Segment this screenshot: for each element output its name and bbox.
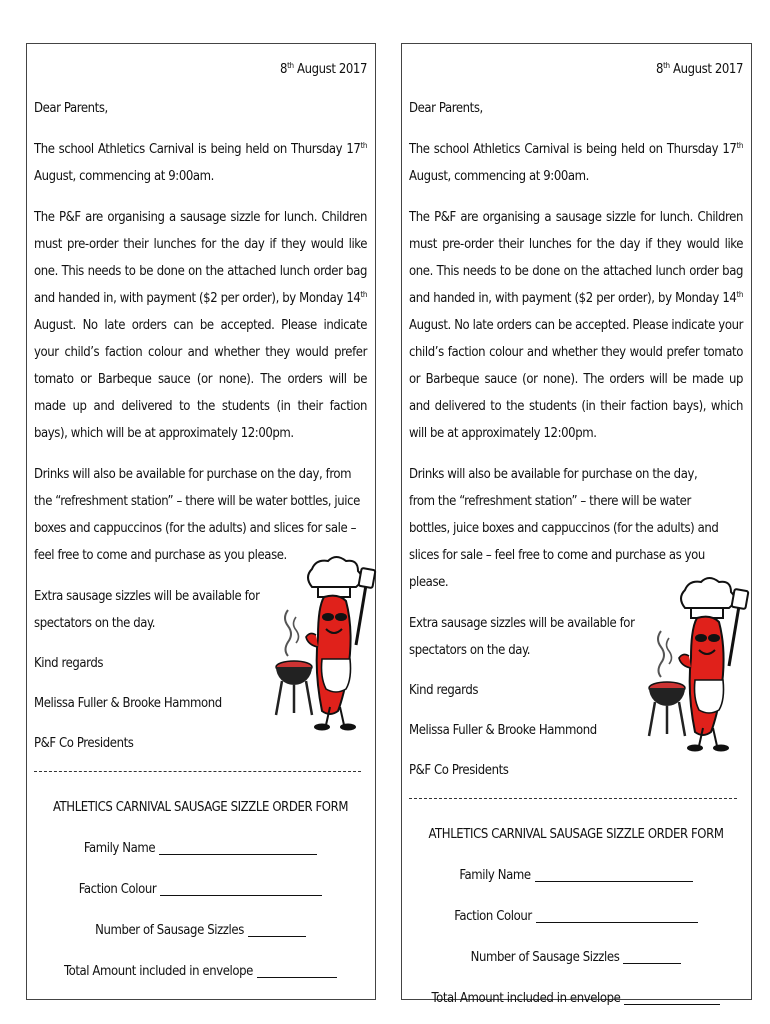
greeting: Dear Parents, (34, 101, 108, 116)
sausage-chef-bbq-icon (274, 555, 379, 750)
faction-colour-row (34, 876, 367, 903)
family-name-field[interactable] (159, 840, 317, 855)
notice-left (26, 43, 376, 1000)
number-field[interactable] (623, 949, 681, 964)
cut-line (34, 771, 361, 772)
total-field[interactable] (624, 990, 720, 1005)
number-row (409, 944, 743, 971)
paragraph-carnival: The school Athletics Carnival is being held on Thursday 17th August, commencing at 9:00am. (409, 141, 743, 184)
notice-right (401, 43, 752, 1006)
paragraph-drinks: Drinks will also be available for purchase on the day, from the “refreshment station” – there will be water bottles, juice boxes and cappuccinos (for the adults) and slices for sale – feel free to come and purchase as you please. (34, 467, 360, 563)
signers: Melissa Fuller & Brooke Hammond (34, 696, 222, 711)
paragraph-sausage-sizzle: The P&F are organising a sausage sizzle for lunch. Children must pre-order their lunches for the day if they would like one. This needs to be done on the attached lunch order bag and handed in, with payment ($2 per order), by Monday 14th August. No late orders can be accepted. Please indicate your child’s faction colour and whether they would prefer tomato or Barbeque sauce (or none). The orders will be made up and delivered to the students (in their faction bays), which will be at approximately 12:00pm. (34, 210, 367, 441)
paragraph-sausage-sizzle: The P&F are organising a sausage sizzle for lunch. Children must pre-order their lunches for the day if they would like one. This needs to be done on the attached lunch order bag and handed in, with payment ($2 per order), by Monday 14th August. No late orders can be accepted. Please indicate your child’s faction colour and whether they would prefer tomato or Barbeque sauce (or none). The orders will be made up and delivered to the students (in their faction bays), which will be at approximately 12:00pm. (409, 210, 743, 441)
number-row (34, 917, 367, 944)
faction-colour-label: Faction Colour (78, 882, 157, 897)
paragraph-extra-sizzles: Extra sausage sizzles will be available for spectators on the day. (34, 589, 260, 631)
role: P&F Co Presidents (34, 736, 134, 751)
letter-date: 8th August 2017 (656, 61, 743, 77)
total-row (34, 958, 367, 985)
signers: Melissa Fuller & Brooke Hammond (409, 723, 597, 738)
faction-colour-label: Faction Colour (454, 909, 532, 924)
letter-date: 8th August 2017 (280, 61, 367, 77)
family-name-label: Family Name (83, 841, 156, 856)
family-name-label: Family Name (459, 868, 531, 883)
total-field[interactable] (257, 963, 337, 978)
faction-colour-field[interactable] (536, 908, 698, 923)
kind-regards: Kind regards (409, 683, 479, 698)
total-row (409, 985, 743, 1012)
family-name-row (34, 835, 367, 862)
family-name-field[interactable] (535, 867, 693, 882)
cut-line (409, 798, 737, 799)
greeting: Dear Parents, (409, 101, 483, 116)
paragraph-drinks: Drinks will also be available for purchase on the day, from the “refreshment station” – there will be water bottles, juice boxes and cappuccinos (for the adults) and slices for sale – feel free to come and purchase as you please. (409, 467, 719, 590)
total-label: Total Amount included in envelope (64, 964, 253, 979)
paragraph-carnival: The school Athletics Carnival is being held on Thursday 17th August, commencing at 9:00am. (34, 141, 367, 184)
order-form-title: ATHLETICS CARNIVAL SAUSAGE SIZZLE ORDER FORM (52, 800, 349, 815)
signature-block (34, 583, 367, 757)
signature-block (409, 610, 743, 784)
total-label: Total Amount included in envelope (431, 991, 621, 1006)
sausage-chef-bbq-icon (647, 576, 752, 771)
order-form-title: ATHLETICS CARNIVAL SAUSAGE SIZZLE ORDER FORM (428, 827, 724, 842)
faction-colour-row (409, 903, 743, 930)
number-field[interactable] (248, 922, 306, 937)
faction-colour-field[interactable] (160, 881, 322, 896)
kind-regards: Kind regards (34, 656, 104, 671)
role: P&F Co Presidents (409, 763, 509, 778)
paragraph-extra-sizzles: Extra sausage sizzles will be available for spectators on the day. (409, 616, 635, 658)
number-label: Number of Sausage Sizzles (470, 950, 620, 965)
number-label: Number of Sausage Sizzles (95, 923, 244, 938)
family-name-row (409, 862, 743, 889)
